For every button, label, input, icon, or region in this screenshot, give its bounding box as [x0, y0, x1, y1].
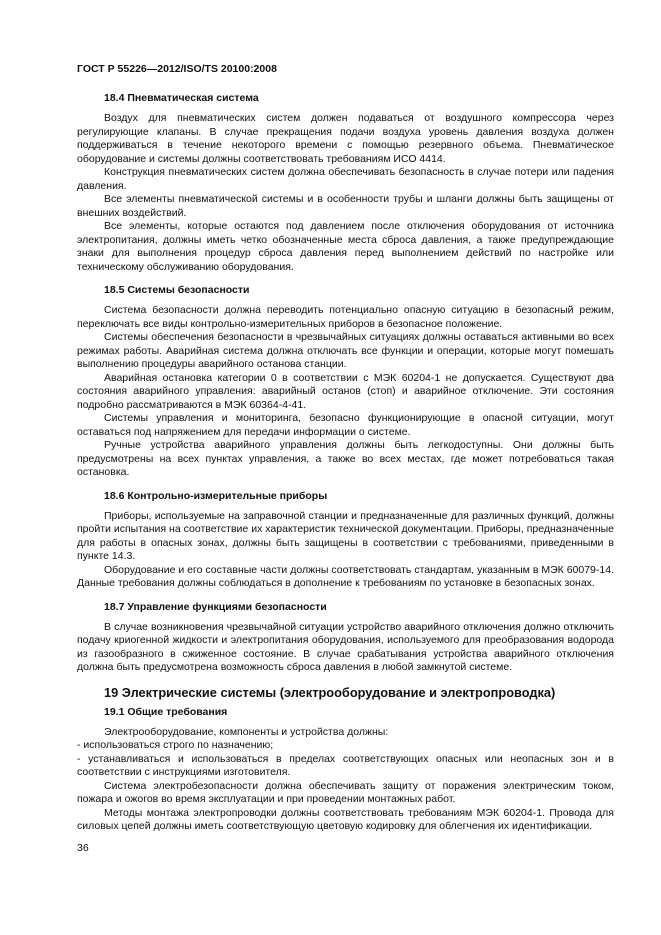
paragraph: Аварийная остановка категории 0 в соответствии с МЭК 60204-1 не допускается. Существуют два состояния аварийного управления: аварийный останов (стоп) и аварийное отключение. Эти состояния подробно рассматриваются в МЭК 60364-4-41. [77, 371, 614, 411]
section-title: 18.5 Системы безопасности [104, 284, 250, 296]
section-title: 19.1 Общие требования [104, 705, 228, 718]
section-title: 18.4 Пневматическая система [104, 92, 259, 104]
paragraph: Электрооборудование, компоненты и устройства должны: [104, 725, 389, 738]
list-item: - устанавливаться и использоваться в пределах соответствующих опасных или неопасных зон и в соответствии с инструкциями изготовителя. [77, 752, 614, 778]
section-18-7 [77, 601, 614, 675]
paragraph: Система электробезопасности должна обеспечивать защиту от поражения электрическим током, пожара и ожогов во время эксплуатации и при проведении монтажных работ. [77, 779, 614, 805]
paragraph: Методы монтажа электропроводки должны соответствовать требованиям МЭК 60204-1. Провода для силовых цепей должны иметь соответствующую цветовую кодировку для облегчения их идентификации. [77, 806, 614, 832]
paragraph: Все элементы пневматической системы и в особенности трубы и шланги должны быть защищены от внешних воздействий. [77, 193, 614, 219]
list-item: - использоваться строго по назначению; [77, 739, 274, 751]
paragraph: Ручные устройства аварийного управления должны быть легкодоступны. Они должны быть предусмотрены на всех пунктах управления, а также во всех местах, где может потребоваться такая остановка. [77, 439, 614, 478]
paragraph: Системы обеспечения безопасности в чрезвычайных ситуациях должны оставаться активными во всех режимах работы. Аварийная система должна отключать все функции и операции, которые могут помешать выполнению процедуры аварийного останова станции. [77, 331, 614, 370]
section-18-5 [77, 284, 614, 480]
section-18-6 [77, 490, 614, 591]
section-title: 18.6 Контрольно-измерительные приборы [104, 489, 328, 502]
document-body [77, 92, 614, 844]
section-title: 18.7 Управление функциями безопасности [104, 600, 327, 613]
paragraph: Системы управления и мониторинга, безопасно функционирующие в опасной ситуации, могут оставаться под напряжением для передачи информации о системе. [77, 412, 614, 438]
document-header: ГОСТ Р 55226—2012/ISO/TS 20100:2008 [77, 63, 277, 75]
chapter-title: 19 Электрические системы (электрооборудование и электропроводка) [104, 684, 556, 700]
paragraph: Конструкция пневматических систем должна обеспечивать безопасность в случае потери или падения давления. [77, 166, 614, 192]
page-number: 36 [77, 842, 89, 854]
paragraph: Система безопасности должна переводить потенциально опасную ситуацию в безопасный режим, переключать все виды контрольно-измерительных приборов в безопасное положение. [77, 304, 614, 330]
paragraph: Воздух для пневматических систем должен подаваться от воздушного компрессора через регулирующие клапаны. В случае прекращения подачи воздуха уровень давления воздуха должен поддерживаться в течение некоторого времени с помощью резервного объема. Пневматическое оборудование и системы должны соответствовать требованиям ИСО 4414. [77, 112, 614, 165]
paragraph: Все элементы, которые остаются под давлением после отключения оборудования от источника электропитания, должны иметь четко обозначенные места сброса давления, а также предупреждающие знаки для выполнения процедур сброса давления перед выполнением действий по настройке или техническому обслуживанию оборудования. [77, 220, 614, 273]
paragraph: В случае возникновения чрезвычайной ситуации устройство аварийного отключения должно отключить подачу криогенной жидкости и электропитания оборудования, используемого для преобразования водорода из газообразного в сжиженное состояние. В случае срабатывания устройства аварийного отключения должна быть предусмотрена возможность сброса давления в любой замкнутой системе. [77, 620, 614, 673]
paragraph: Оборудование и его составные части должны соответствовать стандартам, указанным в МЭК 60079-14. Данные требования должны соблюдаться в дополнение к требованиям по установке в безопасных зонах. [77, 563, 614, 589]
chapter-19 [77, 685, 614, 834]
section-18-4 [77, 92, 614, 274]
paragraph: Приборы, используемые на заправочной станции и предназначенные для различных функций, должны пройти испытания на соответствие их характеристик технической документации. Приборы, предназначенные для работы в опасных зонах, должны быть защищены в соответствии с требованиями, приведенными в пункте 14.3. [77, 509, 614, 562]
